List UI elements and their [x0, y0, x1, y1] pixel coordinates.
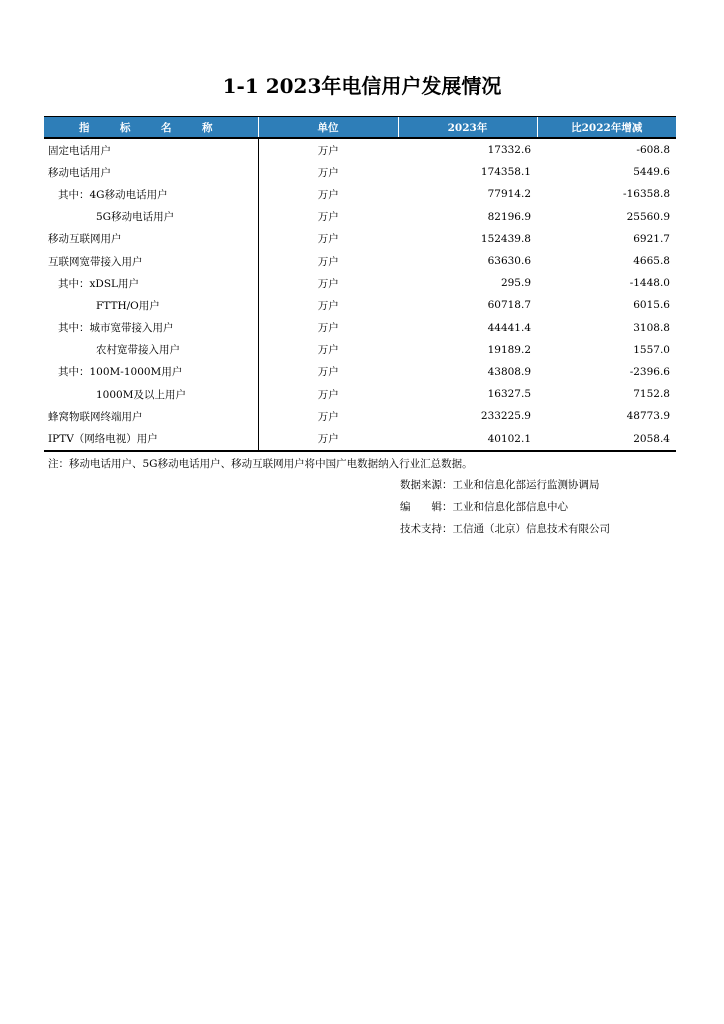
table-row	[44, 361, 676, 383]
row-unit: 万户	[317, 255, 339, 268]
row-name: 农村宽带接入用户	[44, 339, 258, 361]
row-unit: 万户	[317, 188, 339, 201]
row-name: 其中：城市宽带接入用户	[44, 317, 258, 339]
table-row	[44, 183, 676, 205]
row-name: 移动电话用户	[44, 161, 258, 183]
row-unit: 万户	[317, 144, 339, 157]
row-name: 其中：4G移动电话用户	[44, 183, 258, 205]
row-unit: 万户	[317, 388, 339, 401]
credit-source-value: 工业和信息化部运行监测协调局	[452, 479, 600, 491]
row-name: 互联网宽带接入用户	[44, 250, 258, 272]
row-change: 7152.8	[633, 388, 670, 401]
table-row	[44, 317, 676, 339]
table-row	[44, 206, 676, 228]
table-row	[44, 405, 676, 427]
table-row	[44, 427, 676, 450]
row-unit: 万户	[317, 166, 339, 179]
credit-editor-label: 编 辑：	[400, 501, 453, 513]
header-2023: 2023年	[398, 117, 537, 139]
row-value-2023: 19189.2	[487, 343, 531, 356]
row-value-2023: 152439.8	[480, 232, 531, 245]
row-unit: 万户	[317, 410, 339, 423]
row-value-2023: 174358.1	[480, 166, 531, 179]
row-unit: 万户	[317, 344, 339, 357]
credit-editor-value: 工业和信息化部信息中心	[452, 501, 568, 513]
row-value-2023: 233225.9	[480, 410, 531, 423]
row-name: IPTV（网络电视）用户	[44, 427, 258, 450]
header-change-vs-2022: 比2022年增减	[537, 117, 676, 139]
credits	[400, 474, 610, 540]
row-unit: 万户	[258, 427, 398, 450]
row-unit: 万户	[317, 211, 339, 224]
row-name: 蜂窝物联网终端用户	[44, 405, 258, 427]
row-name: FTTH/O用户	[44, 294, 258, 316]
row-unit: 万户	[317, 366, 339, 379]
row-name: 5G移动电话用户	[44, 206, 258, 228]
table-row	[44, 138, 676, 161]
row-change: 6921.7	[633, 232, 670, 245]
row-value-2023: 60718.7	[487, 299, 531, 312]
row-value-2023: 17332.6	[487, 144, 531, 157]
row-value-2023: 82196.9	[487, 210, 531, 223]
row-name: 1000M及以上用户	[44, 383, 258, 405]
row-name: 固定电话用户	[44, 138, 258, 161]
table-row	[44, 383, 676, 405]
table-header-row	[44, 117, 676, 139]
table-body	[44, 138, 676, 451]
row-name: 其中：100M-1000M用户	[44, 361, 258, 383]
row-unit: 万户	[317, 299, 339, 312]
row-name: 其中：xDSL用户	[44, 272, 258, 294]
row-change: 25560.9	[626, 210, 670, 223]
row-value-2023: 77914.2	[487, 188, 531, 201]
credit-tech-support-label: 技术支持：	[400, 523, 453, 535]
row-change: 3108.8	[633, 321, 670, 334]
row-unit: 万户	[317, 233, 339, 246]
row-value-2023: 44441.4	[487, 321, 531, 334]
credit-editor	[400, 496, 610, 518]
row-value-2023: 16327.5	[487, 388, 531, 401]
row-value-2023: 63630.6	[487, 255, 531, 268]
row-value-2023: 295.9	[500, 277, 531, 290]
table-row	[44, 272, 676, 294]
row-change: -16358.8	[623, 188, 670, 201]
table-row	[44, 250, 676, 272]
credit-tech-support-value: 工信通（北京）信息技术有限公司	[452, 523, 610, 535]
row-change: 5449.6	[633, 166, 670, 179]
row-change: 1557.0	[633, 343, 670, 356]
page-title: 1-1 2023年电信用户发展情况	[222, 74, 502, 98]
row-change: -608.8	[636, 144, 670, 157]
row-change: 6015.6	[633, 299, 670, 312]
header-indicator-name: 指 标 名 称	[44, 117, 258, 139]
credit-source-label: 数据来源：	[400, 479, 453, 491]
row-name: 移动互联网用户	[44, 228, 258, 250]
row-unit: 万户	[317, 322, 339, 335]
row-change: -1448.0	[629, 277, 670, 290]
row-change: -2396.6	[629, 365, 670, 378]
row-change: 48773.9	[626, 410, 670, 423]
telecom-users-table	[44, 116, 676, 452]
row-value-2023: 43808.9	[487, 365, 531, 378]
credit-tech-support	[400, 518, 610, 540]
header-unit: 单位	[258, 117, 398, 139]
table-row	[44, 339, 676, 361]
table-row	[44, 161, 676, 183]
credit-source	[400, 474, 610, 496]
footnote: 注：移动电话用户、5G移动电话用户、移动互联网用户将中国广电数据纳入行业汇总数据。	[48, 458, 473, 470]
table-row	[44, 294, 676, 316]
row-value-2023: 40102.1	[398, 427, 537, 450]
row-unit: 万户	[317, 277, 339, 290]
row-change: 4665.8	[633, 255, 670, 268]
row-change: 2058.4	[537, 427, 676, 450]
table-row	[44, 228, 676, 250]
